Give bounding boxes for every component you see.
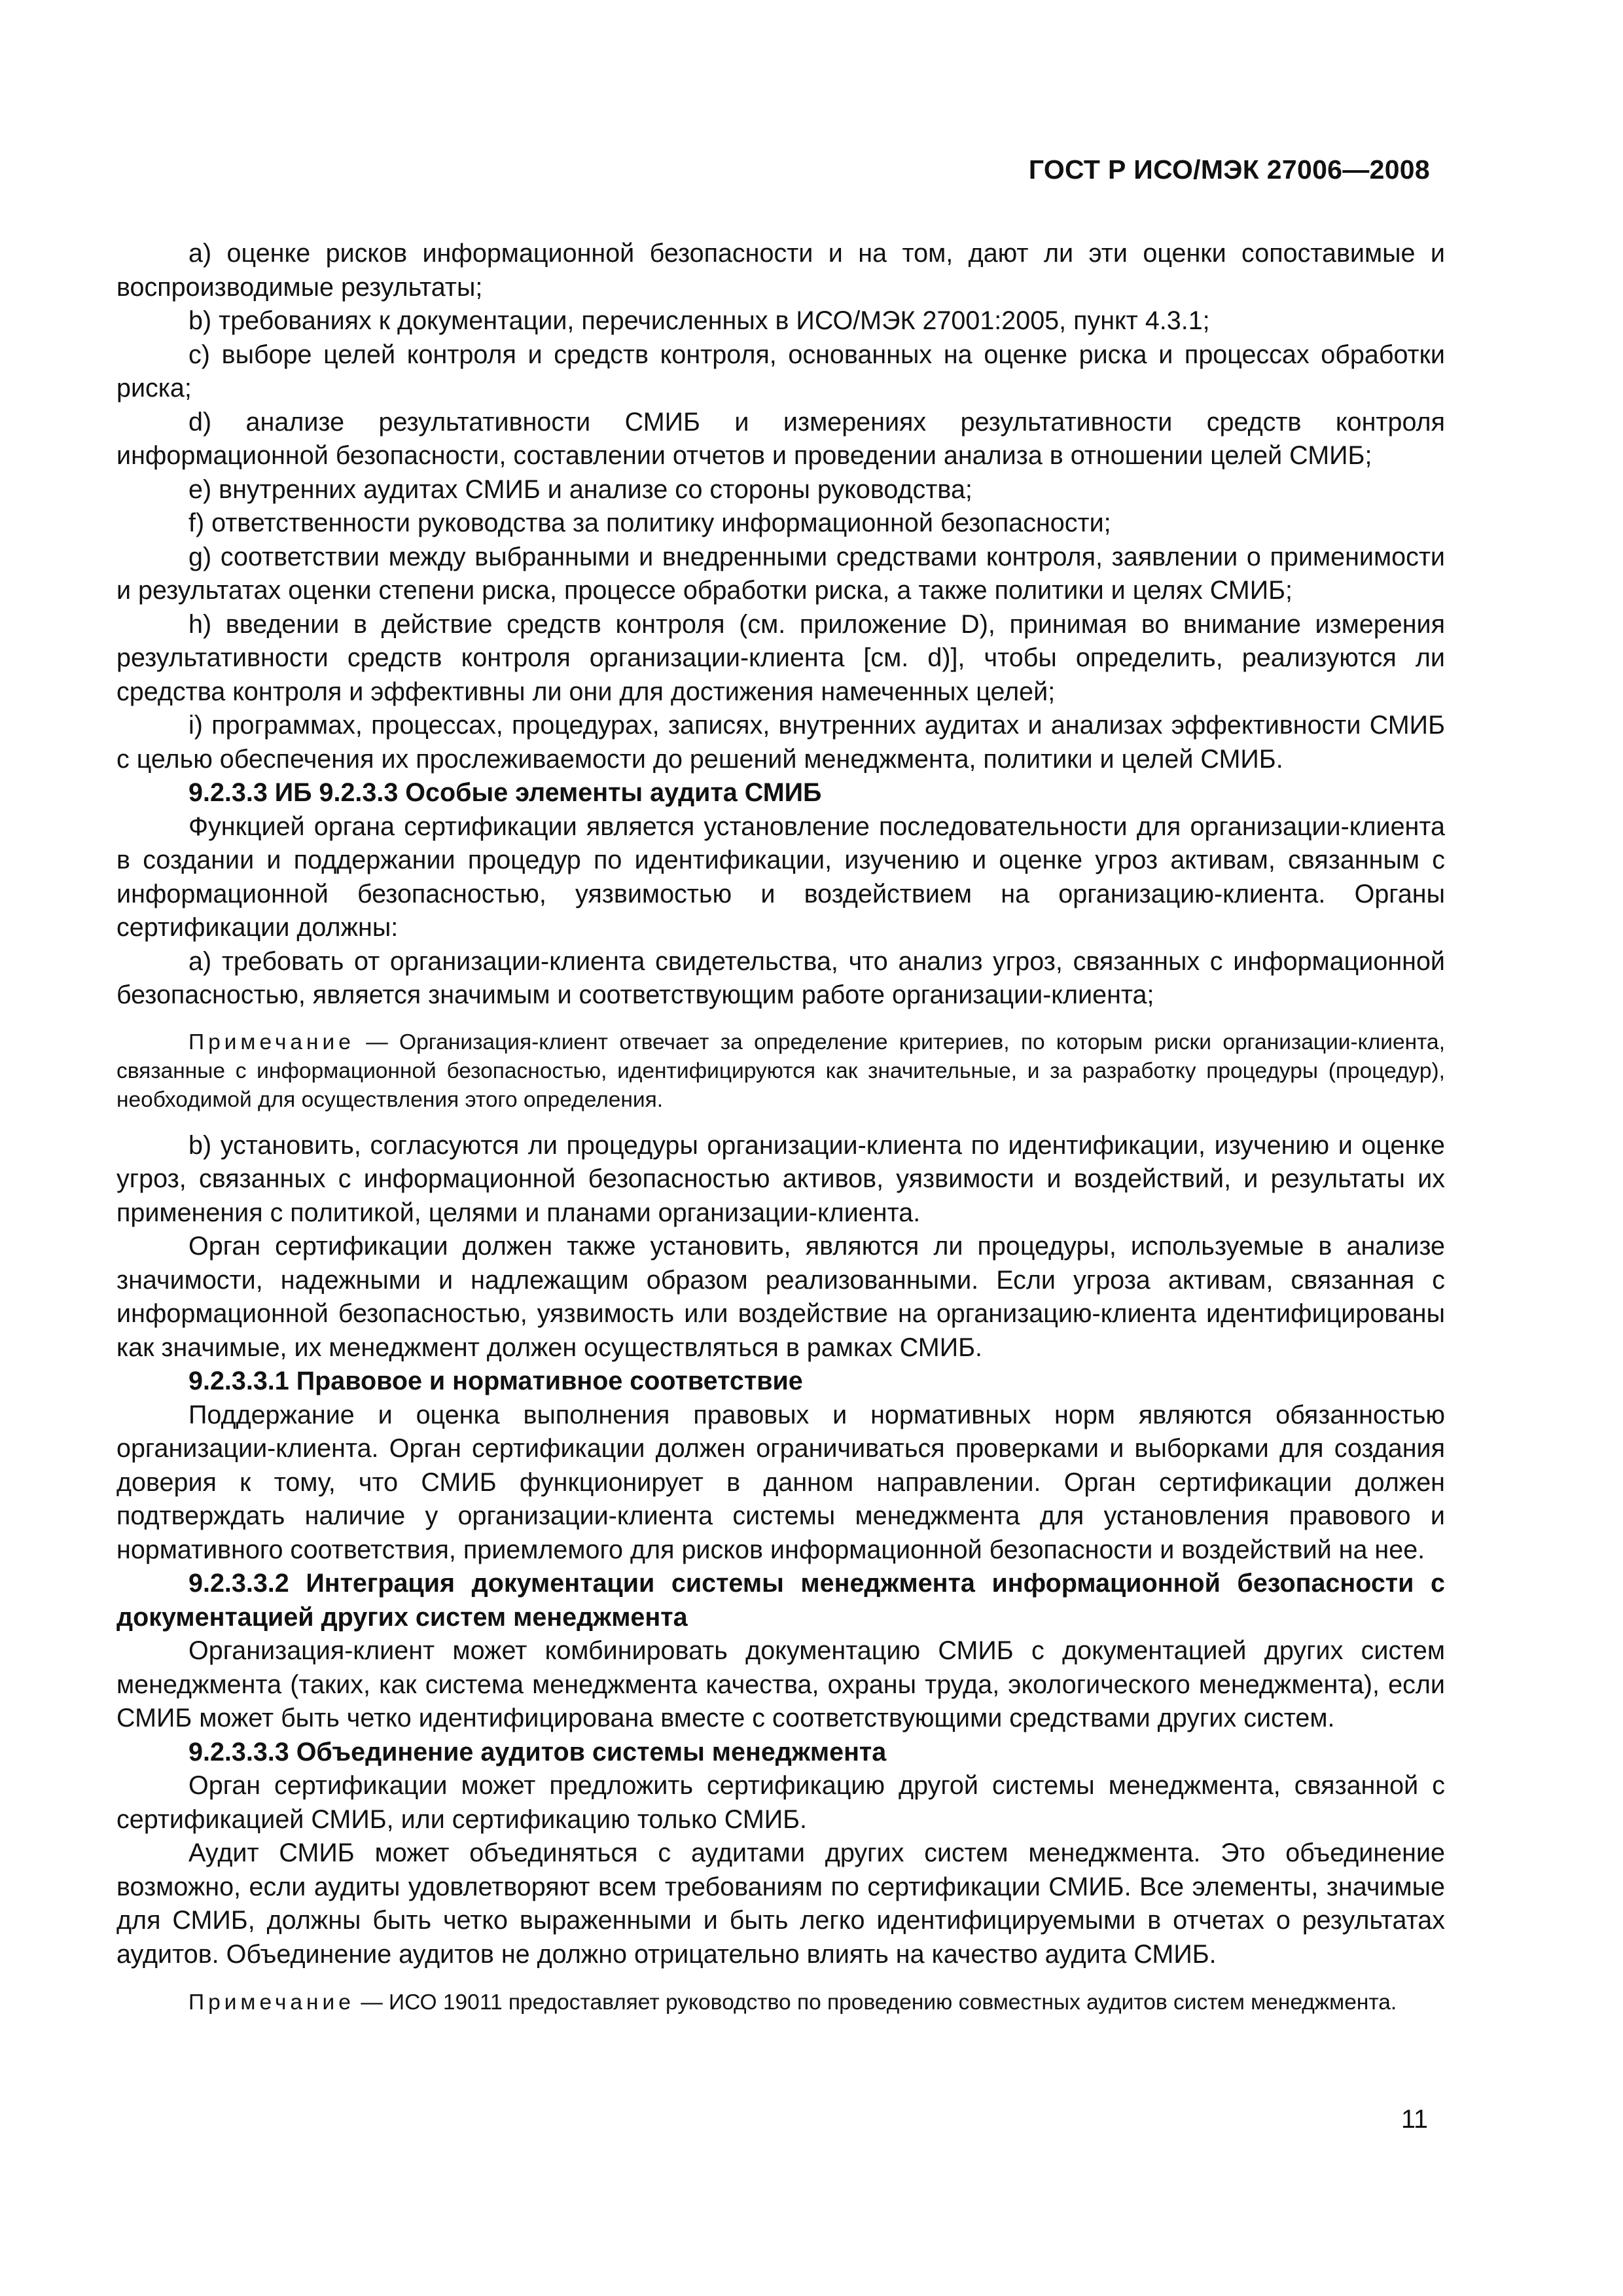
list-item-d: d) анализе результативности СМИБ и измерениях результативности средств контроля информационной безопасности, составлении отчетов и проведении анализа в отношении целей СМИБ; — [116, 407, 1445, 470]
list-item-i: i) программах, процессах, процедурах, записях, внутренних аудитах и анализах эффективности СМИБ с целью обеспечения их прослеживаемости до решений менеджмента, политики и целей СМИБ. — [116, 711, 1445, 774]
section-heading-9-2-3-3-1: 9.2.3.3.1 Правовое и нормативное соответствие — [188, 1367, 803, 1395]
list-item-g: g) соответствии между выбранными и внедренными средствами контроля, заявлении о применимости и результатах оценки степени риска, процессе обработки риска, а также политики и целях СМИБ; — [116, 542, 1445, 605]
section-9-2-3-3-2-text: Организация-клиент может комбинировать документацию СМИБ с документацией других систем менеджмента (таких, как система менеджмента качества, охраны труда, экологического менеджмента), если СМИБ может быть четко идентифицирована вместе с соответствующими средствами других систем. — [116, 1636, 1445, 1732]
section-9-2-3-3-item-a: а) требовать от организации-клиента свидетельства, что анализ угроз, связанных с информационной безопасностью, является значимым и соответствующим работе организации-клиента; — [116, 946, 1445, 1009]
note-2 — [116, 1988, 1445, 2017]
section-9-2-3-3-1-text: Поддержание и оценка выполнения правовых и нормативных норм являются обязанностью организации-клиента. Орган сертификации должен ограничиваться проверками и выборками для создания доверия к тому, что СМИБ функционирует в данном направлении. Орган сертификации должен подтверждать наличие у организации-клиента системы менеджмента для установления правового и нормативного соответствия, приемлемого для рисков информационной безопасности и воздействий на нее. — [116, 1400, 1445, 1564]
page-number: 11 — [1400, 2105, 1428, 2134]
page-body — [116, 237, 1445, 2032]
section-9-2-3-3-item-b: b) установить, согласуются ли процедуры организации-клиента по идентификации, изучению и оценке угроз, связанных с информационной безопасностью активов, уязвимости и воздействий, и результаты их применения с политикой, целями и планами организации-клиента. — [116, 1130, 1445, 1227]
list-item-e: e) внутренних аудитах СМИБ и анализе со стороны руководства; — [188, 475, 972, 504]
section-9-2-3-3-intro: Функцией органа сертификации является установление последовательности для организации-клиента в создании и поддержании процедур по идентификации, изучению и оценке угроз активам, связанным с информационной безопасностью, уязвимостью и воздействием на организацию-клиента. Органы сертификации должны: — [116, 812, 1445, 942]
section-9-2-3-3-paragraph: Орган сертификации должен также установить, являются ли процедуры, используемые в анализе значимости, надежными и надлежащим образом реализованными. Если угроза активам, связанная с информационной безопасностью, уязвимость или воздействие на организацию-клиента идентифицированы как значимые, их менеджмент должен осуществляться в рамках СМИБ. — [116, 1232, 1445, 1362]
list-item-b: b) требованиях к документации, перечисленных в ИСО/МЭК 27001:2005, пункт 4.3.1; — [188, 306, 1210, 335]
section-heading-9-2-3-3-3: 9.2.3.3.3 Объединение аудитов системы менеджмента — [188, 1737, 887, 1767]
section-9-2-3-3-3-text-1: Орган сертификации может предложить сертификацию другой системы менеджмента, связанной с сертификацией СМИБ, или сертификацию только СМИБ. — [116, 1771, 1445, 1834]
note-2-label: Примечание — [188, 1990, 355, 2015]
list-item-c: с) выборе целей контроля и средств контроля, основанных на оценке риска и процессах обработки риска; — [116, 340, 1445, 403]
list-item-f: f) ответственности руководства за политику информационной безопасности; — [188, 509, 1111, 537]
list-item-a: а) оценке рисков информационной безопасности и на том, дают ли эти оценки сопоставимые и воспроизводимые результаты; — [116, 239, 1445, 302]
note-1-label: Примечание — [188, 1030, 355, 1054]
note-2-text: — ИСО 19011 предоставляет руководство по проведению совместных аудитов систем менеджмента. — [354, 1990, 1397, 2015]
note-1 — [116, 1028, 1445, 1115]
list-item-h: h) введении в действие средств контроля (см. приложение D), принимая во внимание измерения результативности средств контроля организации-клиента [см. d)], чтобы определить, реализуются ли средства контроля и эффективны ли они для достижения намеченных целей; — [116, 609, 1445, 706]
section-heading-9-2-3-3: 9.2.3.3 ИБ 9.2.3.3 Особые элементы аудита СМИБ — [188, 778, 822, 807]
note-1-text: — Организация-клиент отвечает за определение критериев, по которым риски организации-клиента, связанные с информационной безопасностью, идентифицируются как значительные, и за разработку процедуры (процедур), необходимой для осуществления этого определения. — [116, 1030, 1445, 1112]
standard-id-header: ГОСТ Р ИСО/МЭК 27006—2008 — [1028, 154, 1430, 185]
section-heading-9-2-3-3-2: 9.2.3.3.2 Интеграция документации системы менеджмента информационной безопасности с документацией других систем менеджмента — [116, 1569, 1445, 1632]
section-9-2-3-3-3-text-2: Аудит СМИБ может объединяться с аудитами других систем менеджмента. Это объединение возможно, если аудиты удовлетворяют всем требованиям по сертификации СМИБ. Все элементы, значимые для СМИБ, должны быть четко выраженными и быть легко идентифицируемыми в отчетах о результатах аудитов. Объединение аудитов не должно отрицательно влиять на качество аудита СМИБ. — [116, 1839, 1445, 1969]
